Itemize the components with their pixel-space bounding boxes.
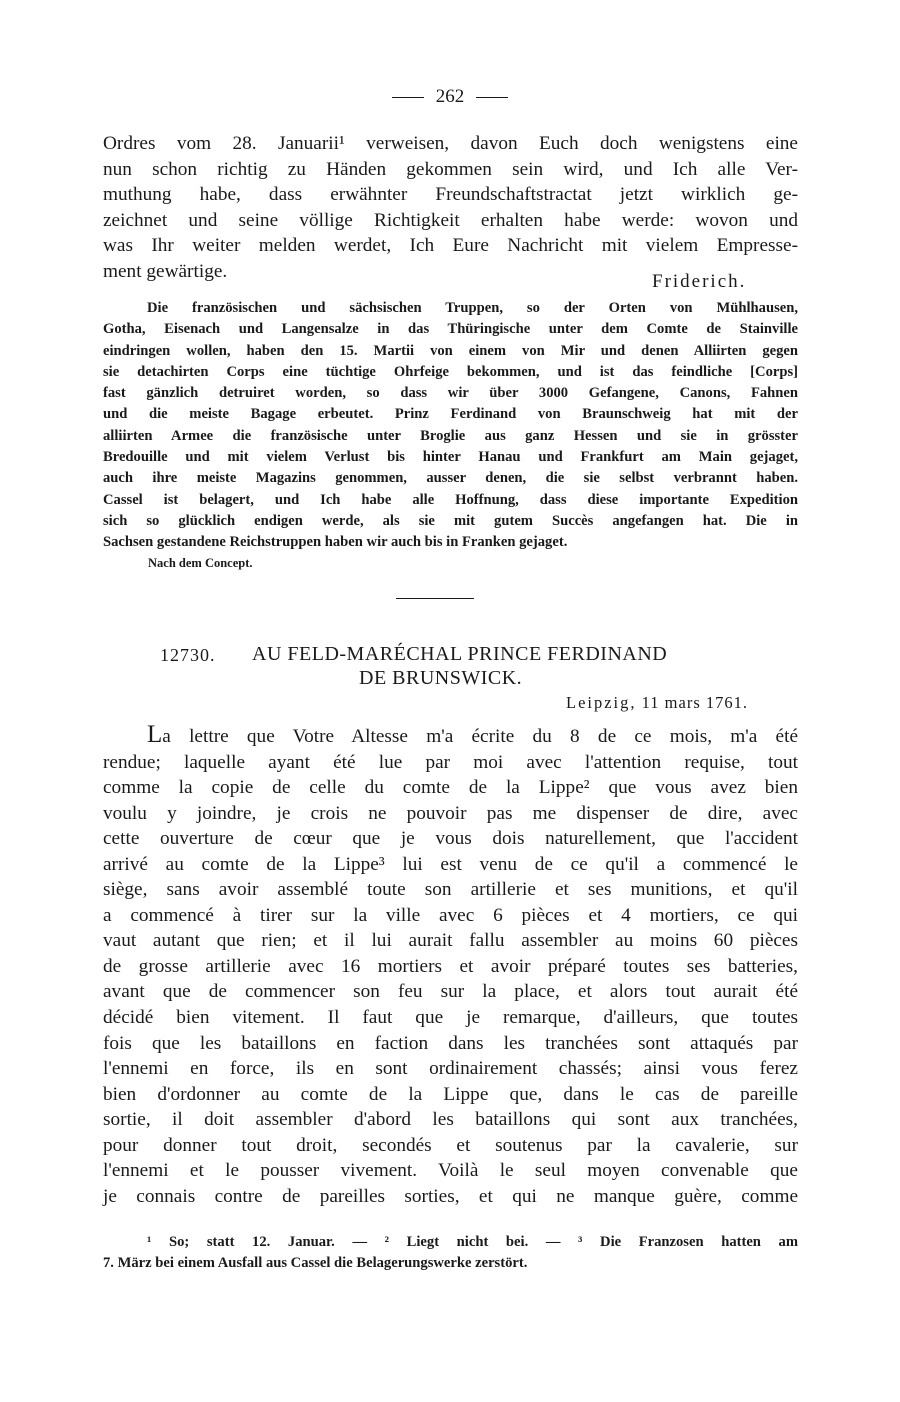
french-letter-body (103, 722, 798, 1209)
postscript-line: und die meiste Bagage erbeutet. Prinz Ferdinand von Braunschweig hat mit der (103, 406, 798, 423)
french-letter-line: siège, sans avoir assemblé toute son artillerie et ses munitions, et qu'il (103, 879, 798, 901)
postscript-line: Sachsen gestandene Reichstruppen haben wir auch bis in Franken gejaget. (103, 534, 568, 551)
dateline-place: Leipzig, (566, 693, 637, 712)
postscript-line: Bredouille und mit vielem Verlust bis hinter Hanau und Frankfurt am Main gejaget, (103, 449, 798, 466)
postscript-line: fast gänzlich detruiret worden, so dass wir über 3000 Gefangene, Canons, Fahnen (103, 385, 798, 402)
postscript-line: eindringen wollen, haben den 15. Martii von einem von Mir und denen Alliirten gegen (103, 342, 798, 359)
german-letter-line: ment gewärtige. (103, 260, 228, 282)
french-letter-line: bien d'ordonner au comte de la Lippe que, dans le cas de pareille (103, 1083, 798, 1105)
signature: Friderich. (652, 271, 747, 292)
french-letter-line: a commencé à tirer sur la ville avec 6 pièces et 4 mortiers, ce qui (103, 904, 798, 926)
french-letter-line: de grosse artillerie avec 16 mortiers et avoir préparé toutes ses batteries, (103, 955, 798, 977)
german-letter-body (103, 131, 798, 285)
french-letter-line: je connais contre de pareilles sorties, et qui ne manque guère, comme (103, 1185, 798, 1207)
postscript-line: Cassel ist belagert, und Ich habe alle Hoffnung, dass diese importante Expedition (103, 491, 798, 508)
french-letter-first-line (103, 722, 798, 750)
german-letter-line: zeichnet und seine völlige Richtigkeit erhalten habe werde: wovon und (103, 209, 798, 231)
drop-cap: L (147, 721, 163, 748)
letter-number: 12730. (160, 645, 216, 665)
german-letter-line: Ordres vom 28. Januarii¹ verweisen, davon Euch doch wenigstens eine (103, 133, 798, 154)
french-letter-line: rendue; laquelle ayant été lue par moi avec l'attention requise, tout (103, 751, 798, 773)
header-dash-right (476, 97, 508, 98)
postscript-line: alliirten Armee die französische unter Broglie aus ganz Hessen und sie in grösster (103, 427, 798, 444)
dateline (566, 693, 748, 713)
french-letter-line: pour donner tout droit, secondés et soutenus par la cavalerie, sur (103, 1134, 798, 1156)
french-letter-line: l'ennemi et le pousser vivement. Voilà le seul moyen convenable que (103, 1160, 798, 1182)
french-letter-line: l'ennemi en force, ils en sont ordinairement chassés; ainsi vous ferez (103, 1058, 798, 1080)
french-letter-line: avant que de commencer son feu sur la place, et alors tout aurait été (103, 981, 798, 1003)
postscript-line: sich so glücklich endigen werde, als sie mit gutem Succès angefangen hat. Die in (103, 512, 798, 529)
french-letter-line: voulu y joindre, je crois ne pouvoir pas me dispenser de dire, avec (103, 802, 798, 824)
footnote-line: ¹ So; statt 12. Januar. — ² Liegt nicht bei. — ³ Die Franzosen hatten am (147, 1234, 798, 1250)
french-letter-line: comme la copie de celle du comte de la Lippe² que vous avez bien (103, 777, 798, 799)
german-letter-line: nun schon richtig zu Händen gekommen sein wird, und Ich alle Ver- (103, 158, 798, 180)
postscript-line: auch ihre meiste Magazins genommen, ausser denen, die sie selbst verbrannt haben. (103, 470, 798, 487)
postscript-line: Die französischen und sächsischen Truppen, so der Orten von Mühlhausen, (147, 300, 798, 316)
footnotes (103, 1232, 798, 1274)
letter-title-line2: DE BRUNSWICK. (359, 667, 523, 689)
postscript-line: Gotha, Eisenach und Langensalze in das Thüringische unter dem Comte de Stainville (103, 321, 798, 338)
french-letter-line: décidé bien vitement. Il faut que je remarque, d'ailleurs, que toutes (103, 1007, 798, 1029)
french-letter-line: vaut autant que rien; et il lui aurait fallu assembler au moins 60 pièces (103, 930, 798, 952)
header-dash-left (392, 97, 424, 98)
letter-title-line1: AU FELD-MARÉCHAL PRINCE FERDINAND (252, 643, 668, 665)
footnote-line: 7. März bei einem Ausfall aus Cassel die Belagerungswerke zerstört. (103, 1255, 528, 1271)
dateline-date: 11 mars 1761. (641, 693, 748, 712)
french-letter-line: sortie, il doit assembler d'abord les bataillons qui sont aux tranchées, (103, 1109, 798, 1131)
french-letter-line: fois que les bataillons en faction dans les tranchées sont attaqués par (103, 1032, 798, 1054)
postscript (103, 298, 798, 554)
german-letter-line: was Ihr weiter melden werdet, Ich Eure Nachricht mit vielem Empresse- (103, 235, 798, 257)
page-header (0, 86, 900, 108)
page-number: 262 (435, 86, 465, 107)
german-letter-line: muthung habe, dass erwähnter Freundschaftstractat jetzt wirklich ge- (103, 184, 798, 206)
postscript-line: sie detachirten Corps eine tüchtige Ohrfeige bekommen, und ist das feindliche [Corps] (103, 363, 798, 380)
french-letter-line: arrivé au comte de la Lippe³ lui est venu de ce qu'il a commencé le (103, 853, 798, 875)
french-letter-line: cette ouverture de cœur que je vous dois naturellement, que l'accident (103, 828, 798, 850)
source-note: Nach dem Concept. (148, 556, 253, 570)
section-divider (396, 598, 474, 599)
first-line-text: a lettre que Votre Altesse m'a écrite du 8 de ce mois, m'a été (162, 726, 798, 747)
